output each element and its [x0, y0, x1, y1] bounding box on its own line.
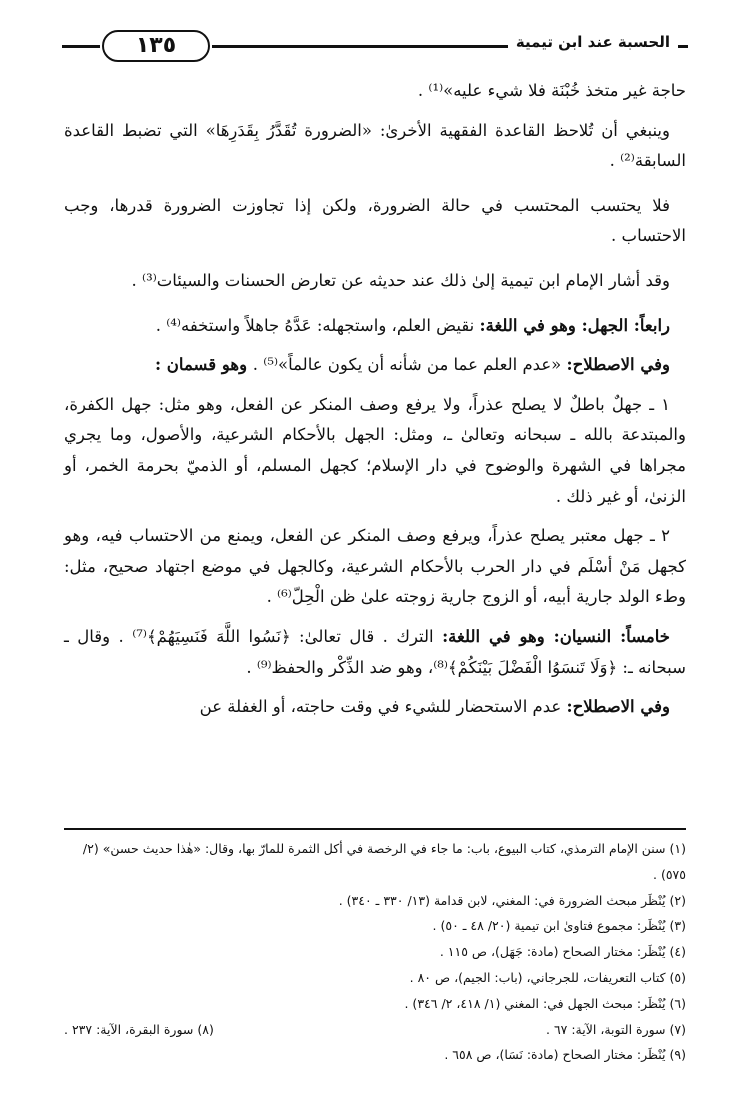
paragraph-1: حاجة غير متخذ خُبْنَة فلا شيء عليه»⁽¹⁾ .	[417, 81, 686, 100]
footnote-8: (٨) سورة البقرة، الآية: ٢٣٧ .	[64, 1021, 214, 1037]
paragraph-2: وينبغي أن تُلاحظ القاعدة الفقهية الأخرىٰ: «الضرورة تُقَدَّرُ بِقَدَرِهَا» التي تضبط القاعدة السابقة⁽²⁾ .	[64, 120, 686, 171]
footnote-9: (٩) يُنْظَر: مختار الصحاح (مادة: نَسَا)، ص ٦٥٨ .	[444, 1047, 686, 1063]
footnote-6: (٦) يُنْظَر: مبحث الجهل في: المغني (١/ ٤١٨، ٢/ ٣٤٦) .	[404, 995, 686, 1011]
paragraph-ignorance-language	[64, 311, 686, 342]
paragraph-3: فلا يحتسب المحتسب في حالة الضرورة، ولكن إذا تجاوزت الضرورة قدرها، وجب الاحتساب .	[64, 195, 686, 246]
ignorance-term-definition: «عدم العلم عما من شأنه أن يكون عالماً»⁽⁵⁾ .	[252, 355, 567, 375]
ignorance-language-definition: نقيض العلم، واستجهله: عَدَّهُ جاهلاً واستخفه⁽⁴⁾ .	[155, 315, 480, 335]
header-rule-left	[62, 45, 100, 48]
section-heading-ignorance: رابعاً: الجهل: وهو في اللغة:	[479, 315, 670, 335]
paragraph-4: وقد أشار الإمام ابن تيمية إلىٰ ذلك عند حديثه عن تعارض الحسنات والسيئات⁽³⁾ .	[131, 270, 670, 290]
footnote-4: (٤) يُنْظَر: مختار الصحاح (مادة: جَهَل)، ص ١١٥ .	[439, 944, 686, 960]
term-label-ignorance: وفي الاصطلاح:	[566, 355, 670, 375]
paragraph-ignorance-term	[64, 350, 686, 381]
section-heading-forgetting: خامساً: النسيان: وهو في اللغة:	[442, 626, 670, 646]
running-title: الحسبة عند ابن تيمية	[508, 33, 678, 51]
paragraph-ignorance-type-1: ١ ـ جهلٌ باطلٌ لا يصلح عذراً، ولا يرفع وصف المنكر عن الفعل، وهو مثل: جهل الكفرة، والمبتدعة بالله ـ سبحانه وتعالىٰ ـ، ومثل: الجهل بالأحكام الشرعية، والأصول، وما يجري مجراها في الشهرة والوضوح في دار الإسلام؛ كجهل المسلم، أو الذميّ بحرمة الخمر، أو الزنىٰ، أو غير ذلك .	[64, 394, 686, 506]
footnotes	[64, 828, 686, 1068]
footnote-2: (٢) يُنْظَر مبحث الضرورة في: المغني، لابن قدامة (١٣/ ٣٣٠ ـ ٣٤٠) .	[338, 892, 686, 908]
term-label-forgetting: وفي الاصطلاح:	[566, 697, 670, 717]
page-number: ١٣٥	[102, 30, 210, 62]
forgetting-term-definition: عدم الاستحضار للشيء في وقت حاجته، أو الغفلة عن	[199, 697, 567, 717]
paragraph-ignorance-type-2: ٢ ـ جهل معتبر يصلح عذراً، ويرفع وصف المنكر عن الفعل، ويمنع من الاحتساب فيه، وهو كجهل مَنْ أسْلَم في دار الحرب بالأحكام الشرعية، وكالجهل في موضع اجتهاد صحيح، مثل: وطء الولد جارية أبيه، أو الزوج جارية زوجته علىٰ ظن الْحِلّ⁽⁶⁾ .	[64, 526, 686, 607]
footnote-5: (٥) كتاب التعريفات، للجرجاني، (باب: الجيم)، ص ٨٠ .	[409, 969, 686, 985]
footnote-row-7-8	[64, 1017, 686, 1043]
footnote-1: (١) سنن الإمام الترمذي، كتاب البيوع، باب: ما جاء في الرخصة في أكل الثمرة للمارّ بها، وقال: «هٰذا حديث حسن» (٢/ ٥٧٥) .	[82, 841, 686, 882]
footnote-7: (٧) سورة التوبة، الآية: ٦٧ .	[545, 1021, 686, 1037]
paragraph-forgetting-language	[64, 622, 686, 683]
forgetting-language-definition: الترك . قال تعالىٰ: ﴿نَسُوا اللَّهَ فَنَسِيَهُمْ﴾⁽⁷⁾ . وقال ـ سبحانه ـ: ﴿وَلَا تَنسَوُا الْفَضْلَ بَيْنَكُمْ﴾⁽⁸⁾، وهو ضد الذِّكْر والحفظ⁽⁹⁾ .	[64, 626, 686, 677]
ignorance-types-label: وهو قسمان :	[154, 355, 253, 375]
footnote-3: (٣) يُنْظَر: مجموع فتاوىٰ ابن تيمية (٢٠/ ٤٨ ـ ٥٠) .	[432, 918, 686, 934]
paragraph-forgetting-term	[64, 692, 686, 723]
page-header	[62, 30, 688, 64]
main-text	[64, 76, 686, 732]
